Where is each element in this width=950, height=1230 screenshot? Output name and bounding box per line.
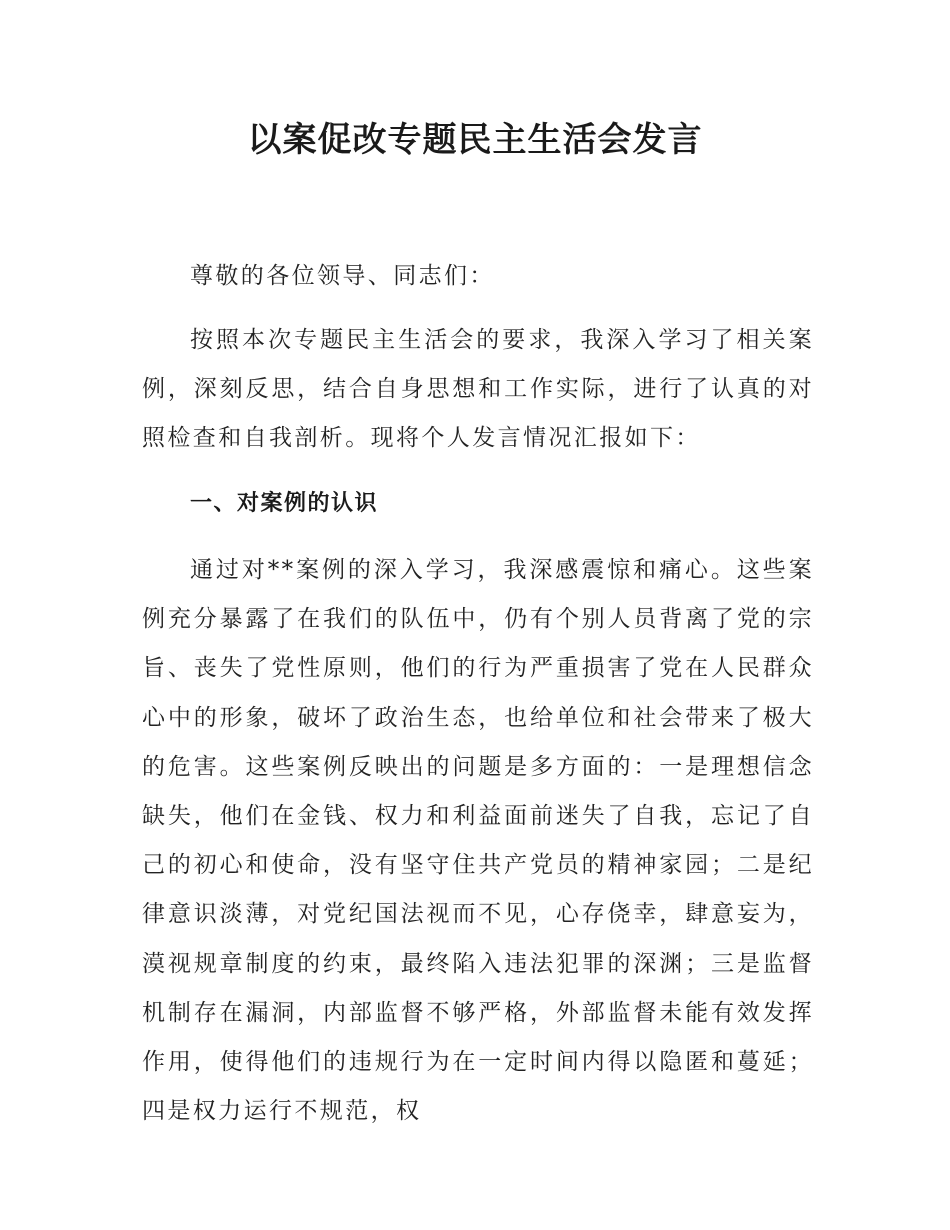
document-title: 以案促改专题民主生活会发言 (247, 120, 703, 160)
salutation: 尊敬的各位领导、同志们： (190, 263, 495, 289)
paragraph-case-understanding: 通过对**案例的深入学习，我深感震惊和痛心。这些案例充分暴露了在我们的队伍中，仍有个别人员背离了党的宗旨、丧失了党性原则，他们的行为严重损害了党在人民群众心中的形象，破坏了政治生态，也给单位和社会带来了极大的危害。这些案例反映出的问题是多方面的：一是理想信念缺失，他们在金钱、权力和利益面前迷失了自我，忘记了自己的初心和使命，没有坚守住共产党员的精神家园；二是纪律意识淡薄，对党纪国法视而不见，心存侥幸，肆意妄为，漠视规章制度的约束，最终陷入违法犯罪的深渊；三是监督机制存在漏洞，内部监督不够严格，外部监督未能有效发挥作用，使得他们的违规行为在一定时间内得以隐匿和蔓延；四是权力运行不规范，权 (142, 557, 814, 1125)
paragraph-intro: 按照本次专题民主生活会的要求，我深入学习了相关案例，深刻反思，结合自身思想和工作实际，进行了认真的对照检查和自我剖析。现将个人发言情况汇报如下： (142, 327, 814, 451)
section-heading-1: 一、对案例的认识 (190, 491, 379, 516)
